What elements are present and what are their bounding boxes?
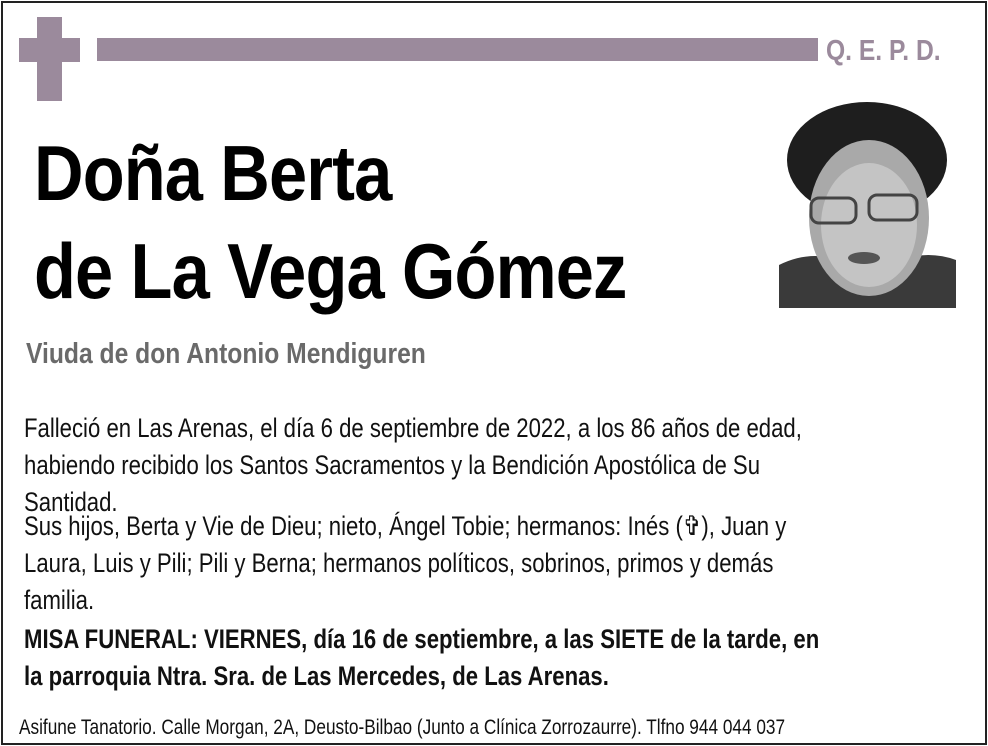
widow-of-text: Viuda de don Antonio Mendiguren — [26, 338, 426, 370]
text-line: Falleció en Las Arenas, el día 6 de septiembre de 2022, a los 86 años de edad, — [24, 413, 802, 443]
qepd-label: Q. E. P. D. — [826, 35, 941, 67]
text-line: Santidad. — [24, 487, 118, 517]
deceased-name-line1: Doña Berta — [34, 129, 392, 217]
text-line: habiendo recibido los Santos Sacramentos y la Bendición Apostólica de Su — [24, 450, 761, 480]
text-line: MISA FUNERAL: VIERNES, día 16 de septiembre, a las SIETE de la tarde, en — [24, 624, 820, 654]
deceased-name-line2: de La Vega Gómez — [34, 227, 627, 315]
text-line: familia. — [24, 585, 95, 615]
deceased-photo — [779, 100, 956, 308]
funeral-home-footer: Asifune Tanatorio. Calle Morgan, 2A, Deusto-Bilbao (Junto a Clínica Zorrozaurre). Tlfno 944 044 037 — [19, 716, 786, 739]
death-paragraph — [24, 410, 973, 521]
header-bar — [97, 38, 818, 61]
family-paragraph — [24, 508, 954, 619]
text-line: la parroquia Ntra. Sra. de Las Mercedes, de Las Arenas. — [24, 661, 609, 691]
funeral-paragraph — [24, 621, 988, 695]
text-line: Laura, Luis y Pili; Pili y Berna; hermanos políticos, sobrinos, primos y demás — [24, 548, 774, 578]
text-line: Sus hijos, Berta y Vie de Dieu; nieto, Ángel Tobie; hermanos: Inés (✞), Juan y — [24, 511, 787, 541]
